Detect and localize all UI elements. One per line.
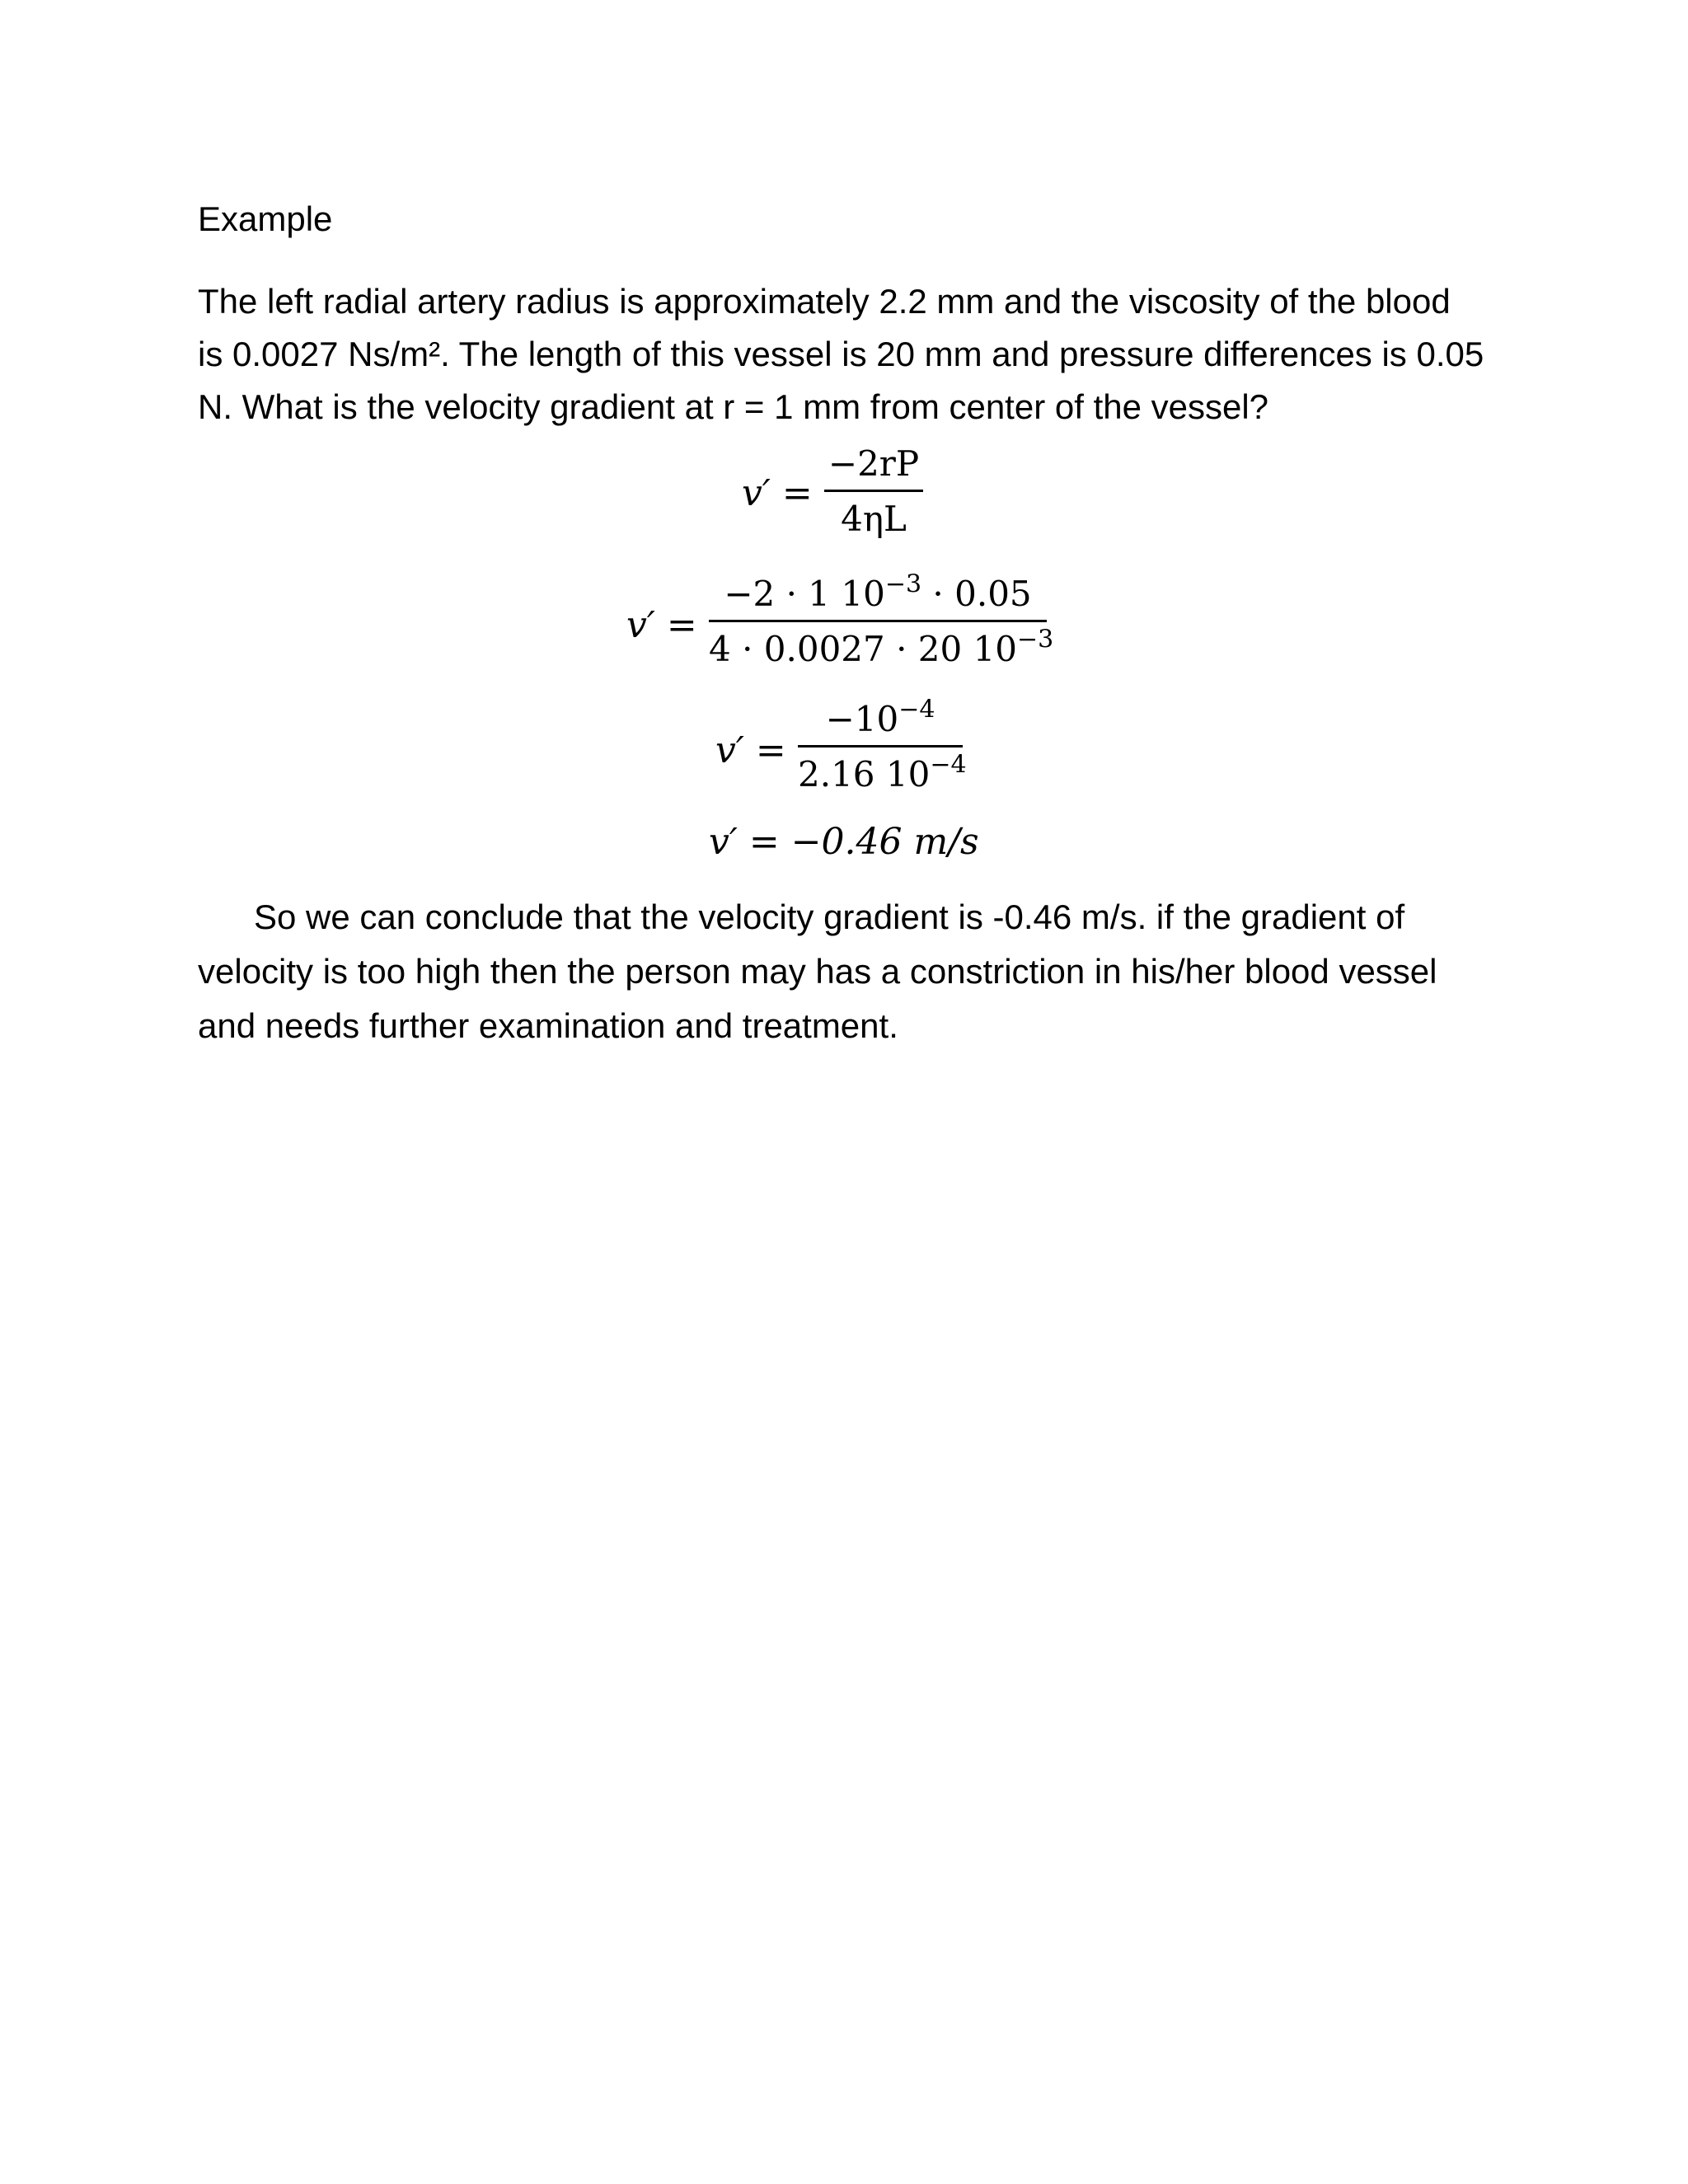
problem-line: The left radial artery radius is approximately 2.2 mm and the viscosity of the blood (198, 282, 1451, 321)
fraction-numerator: −2rP (828, 443, 920, 484)
fraction-numerator (798, 697, 963, 742)
exponent: −4 (930, 750, 967, 780)
problem-line: N. What is the velocity gradient at r = 1 mm from center of the vessel? (198, 387, 1269, 426)
fraction-denominator (798, 750, 967, 797)
equation-result: v′ = −0.46 m/s (709, 821, 979, 863)
numerator-part: −2 · 1 10 (724, 574, 885, 614)
exponent: −3 (1017, 625, 1054, 654)
problem-line: is 0.0027 Ns/m². The length of this vessel is 20 mm and pressure differences is 0.05 (198, 335, 1484, 373)
equation-formula (742, 442, 940, 549)
denominator-part: 2.16 10 (798, 754, 931, 794)
numerator-part: · 0.05 (932, 574, 1032, 614)
exponent: −4 (898, 695, 935, 724)
fraction (798, 695, 967, 797)
denominator-part: 4 · 0.0027 · 20 10 (709, 629, 1018, 669)
equation-lhs: v′ = (715, 729, 786, 771)
conclusion-line: So we can conclude that the velocity gradient is -0.46 m/s. if the gradient of (254, 898, 1405, 936)
fraction-denominator: 4ηL (841, 499, 907, 539)
equation-substitution (626, 569, 1055, 679)
exponent: −3 (884, 569, 922, 599)
fraction-bar (824, 490, 923, 492)
equation-lhs: v′ = (626, 604, 697, 646)
fraction-denominator (709, 625, 1054, 672)
fraction-bar (798, 745, 963, 748)
fraction-numerator (709, 569, 1047, 616)
conclusion-line: and needs further examination and treatment. (198, 1006, 898, 1045)
equation-simplified (715, 697, 979, 804)
conclusion-line: velocity is too high then the person may has a constriction in his/her blood vessel (198, 952, 1437, 991)
fraction-bar (709, 620, 1047, 622)
problem-statement (198, 275, 1492, 434)
numerator-part: −10 (825, 699, 899, 739)
fraction (709, 569, 1054, 672)
equation-lhs: v′ = (742, 472, 813, 514)
fraction (824, 442, 923, 541)
section-heading: Example (198, 199, 333, 238)
conclusion-paragraph (198, 890, 1484, 1053)
